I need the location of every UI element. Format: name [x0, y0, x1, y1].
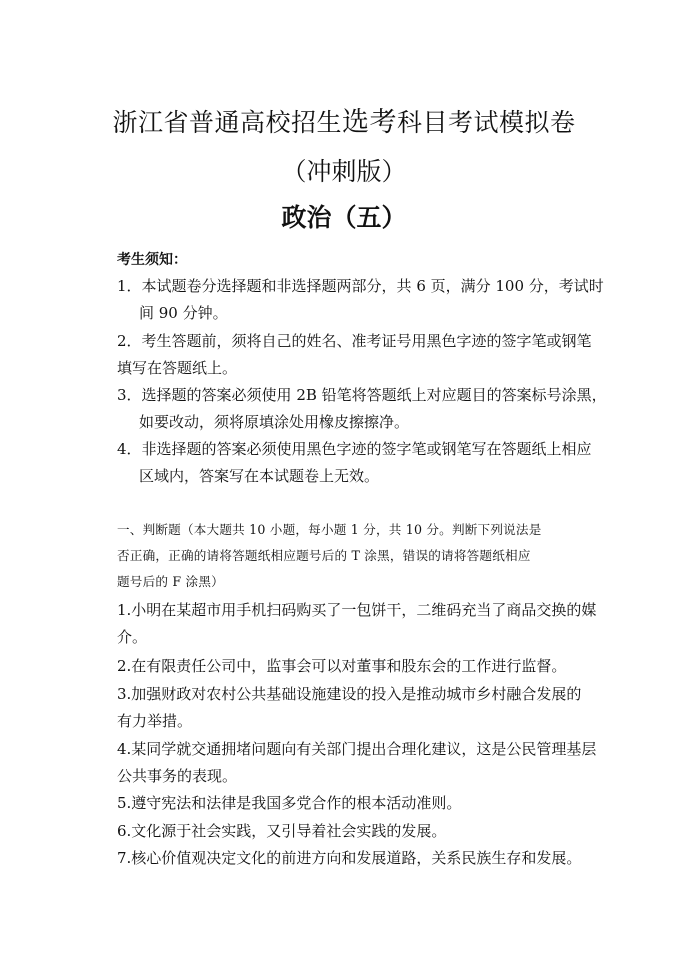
- notice-item-4-line1: 4．非选择题的答案必须使用黑色字迹的签字笔或钢笔写在答题纸上相应: [117, 440, 592, 458]
- question-1-line1: 1.小明在某超市用手机扫码购买了一包饼干，二维码充当了商品交换的媒: [117, 601, 597, 619]
- notice-item-2-line1: 2．考生答题前，须将自己的姓名、准考证号用黑色字迹的签字笔或钢笔: [117, 332, 592, 350]
- notice-item-1-line1: 1．本试题卷分选择题和非选择题两部分，共 6 页，满分 100 分，考试时: [117, 277, 604, 295]
- section-instr-line1: 一、判断题（本大题共 10 小题，每小题 1 分，共 10 分。判断下列说法是: [117, 522, 542, 537]
- section-instr-line2: 否正确，正确的请将答题纸相应题号后的 T 涂黑，错误的请将答题纸相应: [117, 548, 531, 563]
- title-emphasis: 选考: [342, 107, 397, 138]
- exam-subtitle: （冲刺版）: [281, 157, 407, 186]
- title-part1: 浙江省普通高校招生: [112, 108, 342, 137]
- notice-heading: 考生须知：: [117, 252, 187, 268]
- question-2: 2.在有限责任公司中，监事会可以对董事和股东会的工作进行监督。: [117, 657, 567, 675]
- question-3-line2: 有力举措。: [117, 712, 193, 730]
- question-5: 5.遵守宪法和法律是我国多党合作的根本活动准则。: [117, 794, 462, 812]
- exam-title: [0, 100, 688, 139]
- notice-item-4-line2: 区域内，答案写在本试题卷上无效。: [139, 467, 380, 485]
- title-part2: 科目考试模拟卷: [397, 108, 576, 137]
- question-7: 7.核心价值观决定文化的前进方向和发展道路，关系民族生存和发展。: [117, 849, 582, 867]
- exam-subject: 政治（五）: [281, 203, 407, 232]
- section-instr-line3: 题号后的 F 涂黑）: [117, 574, 224, 589]
- question-6: 6.文化源于社会实践，又引导着社会实践的发展。: [117, 822, 447, 840]
- question-4-line1: 4.某同学就交通拥堵问题向有关部门提出合理化建议，这是公民管理基层: [117, 740, 597, 758]
- question-1-line2: 介。: [117, 628, 148, 646]
- question-4-line2: 公共事务的表现。: [117, 767, 238, 785]
- notice-item-1-line2: 间 90 分钟。: [139, 304, 228, 322]
- question-3-line1: 3.加强财政对农村公共基础设施建设的投入是推动城市乡村融合发展的: [117, 685, 582, 703]
- notice-item-3-line2: 如要改动，须将原填涂处用橡皮擦擦净。: [139, 413, 410, 431]
- notice-item-2-line2: 填写在答题纸上。: [117, 359, 238, 377]
- notice-item-3-line1: 3．选择题的答案必须使用 2B 铅笔将答题纸上对应题目的答案标号涂黑，: [117, 386, 607, 404]
